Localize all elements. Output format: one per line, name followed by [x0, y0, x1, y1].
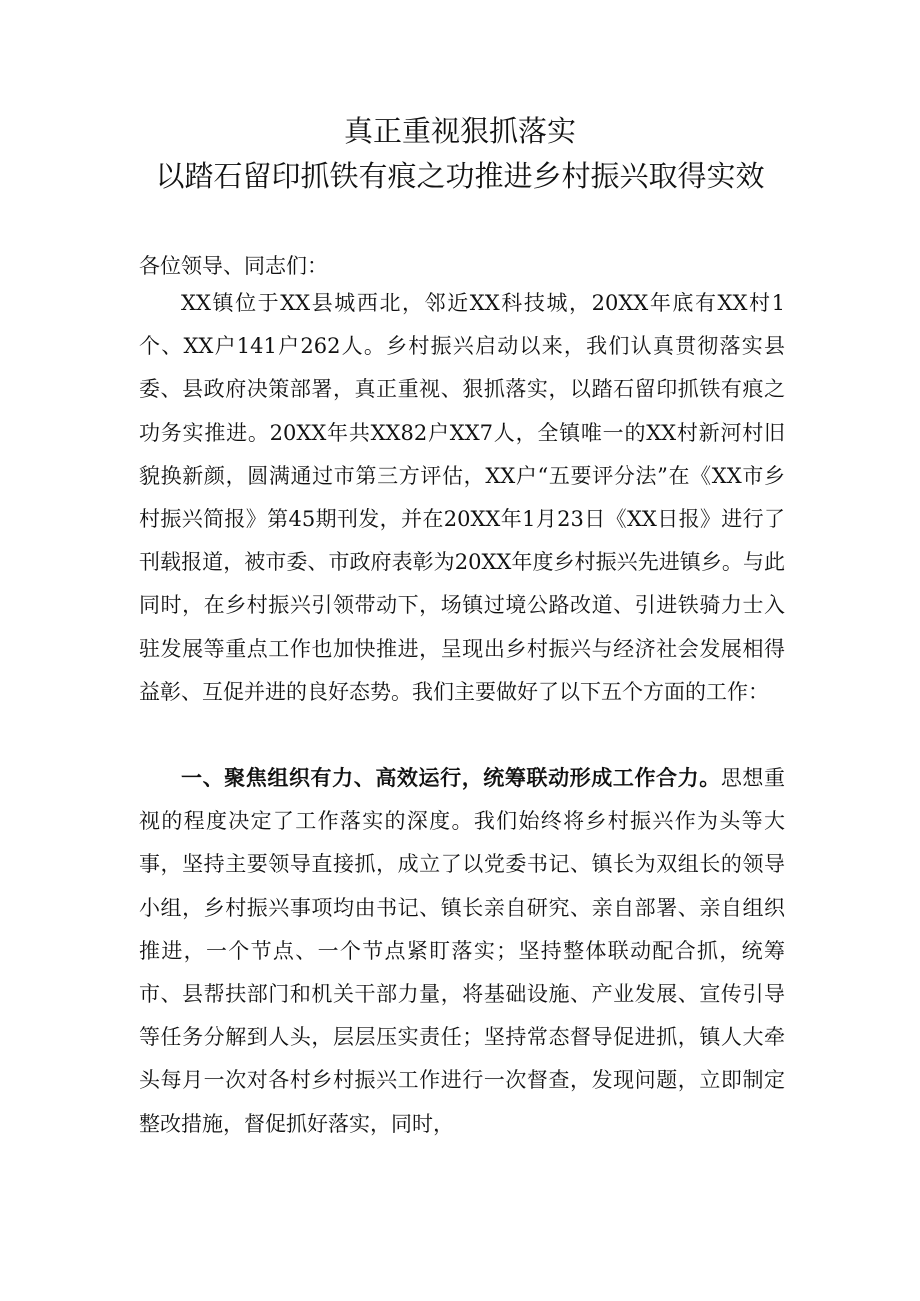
paragraph-2-body: 思想重视的程度决定了工作落实的深度。我们始终将乡村振兴作为头等大事，坚持主要领导直接抓，成立了以党委书记、镇长为双组长的领导小组，乡村振兴事项均由书记、镇长亲自研究、亲自部署、亲自组织推进，一个节点、一个节点紧盯落实；坚持整体联动配合抓，统筹市、县帮扶部门和机关干部力量，将基础设施、产业发展、宣传引导等任务分解到人头，层层压实责任；坚持常态督导促进抓，镇人大牵头每月一次对各村乡村振兴工作进行一次督查，发现问题，立即制定整改措施，督促抓好落实，同时， [139, 766, 785, 1136]
paragraph-1: XX镇位于XX县城西北，邻近XX科技城，20XX年底有XX村1个、XX户141户262人。乡村振兴启动以来，我们认真贯彻落实县委、县政府决策部署，真正重视、狠抓落实，以踏石留印抓铁有痕之功务实推进。20XX年共XX82户XX7人，全镇唯一的XX村新河村旧貌换新颜，圆满通过市第三方评估，XX户“五要评分法”在《XX市乡村振兴简报》第45期刊发，并在20XX年1月23日《XX日报》进行了刊载报道，被市委、市政府表彰为20XX年度乡村振兴先进镇乡。与此同时，在乡村振兴引领带动下，场镇过境公路改道、引进铁骑力士入驻发展等重点工作也加快推进，呈现出乡村振兴与经济社会发展相得益彰、互促并进的良好态势。我们主要做好了以下五个方面的工作： [139, 291, 785, 704]
paragraph-2 [139, 756, 785, 1146]
salutation: 各位领导、同志们： [139, 254, 328, 278]
section-heading: 一、聚焦组织有力、高效运行，统筹联动形成工作合力。 [181, 765, 721, 790]
document-title-line-2: 以踏石留印抓铁有痕之功推进乡村振兴取得实效 [155, 159, 765, 193]
document-title-line-1: 真正重视狠抓落实 [343, 114, 576, 148]
